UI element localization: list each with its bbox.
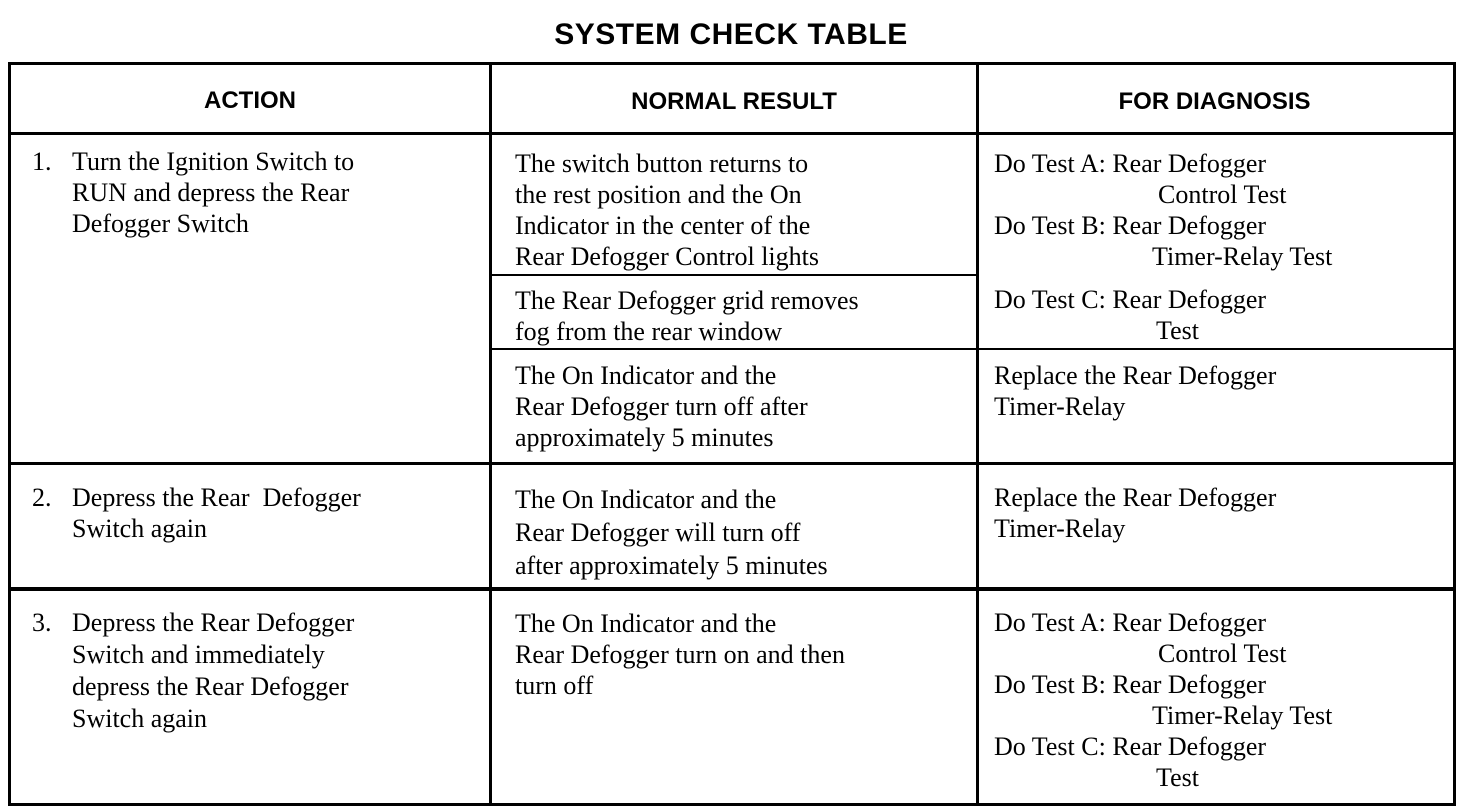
result-line: after approximately 5 minutes bbox=[515, 551, 828, 580]
action-line: Switch again bbox=[72, 704, 208, 733]
row-divider-1-2 bbox=[8, 462, 1453, 465]
result-line: Rear Defogger Control lights bbox=[515, 242, 819, 271]
step-1-diagnosis-c bbox=[994, 360, 1276, 422]
diagnosis-line: Do Test B: Rear Defogger bbox=[994, 670, 1267, 699]
result-line: fog from the rear window bbox=[515, 317, 783, 346]
diagnosis-line: Control Test bbox=[1158, 180, 1287, 209]
step-3-normal-result bbox=[515, 608, 845, 701]
diagnosis-line: Do Test B: Rear Defogger bbox=[994, 211, 1267, 240]
step-action-text bbox=[72, 607, 354, 735]
step-3-diagnosis bbox=[994, 607, 1332, 793]
result-line: the rest position and the On bbox=[515, 180, 802, 209]
action-line: Defogger Switch bbox=[72, 209, 249, 238]
step-3-action-cell bbox=[32, 607, 482, 797]
result-line: The On Indicator and the bbox=[515, 361, 777, 390]
step-1-normal-result-c bbox=[515, 360, 808, 453]
step-2-diagnosis bbox=[994, 482, 1276, 544]
column-divider-1 bbox=[489, 62, 492, 803]
diagnosis-line: Timer-Relay Test bbox=[1152, 242, 1333, 271]
diagnosis-line: Timer-Relay bbox=[994, 514, 1126, 543]
page-title: SYSTEM CHECK TABLE bbox=[554, 18, 908, 51]
step-1-normal-result-a bbox=[515, 148, 819, 272]
result-line: The switch button returns to bbox=[515, 149, 809, 178]
diagnosis-line: Do Test C: Rear Defogger bbox=[994, 732, 1267, 761]
diagnosis-line: Timer-Relay Test bbox=[1152, 701, 1333, 730]
diagnosis-line: Control Test bbox=[1158, 639, 1287, 668]
step-action-text bbox=[72, 146, 354, 239]
diagnosis-line: Do Test A: Rear Defogger bbox=[994, 608, 1267, 637]
action-line: depress the Rear Defogger bbox=[72, 672, 349, 701]
step-number: 1. bbox=[32, 147, 52, 176]
diagnosis-line: Replace the Rear Defogger bbox=[994, 361, 1277, 390]
step-1-action-cell bbox=[32, 146, 482, 266]
header-normal-result: NORMAL RESULT bbox=[631, 88, 837, 115]
step-number: 3. bbox=[32, 608, 52, 637]
step-1-diagnosis-b bbox=[994, 284, 1266, 346]
action-line: Switch and immediately bbox=[72, 640, 325, 669]
result-line: Indicator in the center of the bbox=[515, 211, 811, 240]
result-line: Rear Defogger will turn off bbox=[515, 518, 801, 547]
diagnosis-line: Timer-Relay bbox=[994, 392, 1126, 421]
result-line: turn off bbox=[515, 671, 594, 700]
row-divider-2-3 bbox=[8, 587, 1453, 591]
column-divider-2 bbox=[976, 62, 979, 803]
action-line: RUN and depress the Rear bbox=[72, 178, 350, 207]
action-line: Switch again bbox=[72, 514, 208, 543]
action-line: Depress the Rear Defogger bbox=[72, 608, 355, 637]
header-divider bbox=[8, 132, 1453, 135]
subrow-divider-1b bbox=[490, 348, 1453, 350]
header-diagnosis: FOR DIAGNOSIS bbox=[1118, 88, 1311, 115]
diagnosis-line: Do Test A: Rear Defogger bbox=[994, 149, 1267, 178]
diagnosis-line: Replace the Rear Defogger bbox=[994, 483, 1277, 512]
result-line: Rear Defogger turn off after bbox=[515, 392, 808, 421]
step-2-action-cell bbox=[32, 482, 482, 572]
action-line: Depress the Rear Defogger bbox=[72, 483, 361, 512]
result-line: Rear Defogger turn on and then bbox=[515, 640, 845, 669]
diagnosis-line: Test bbox=[1156, 763, 1199, 792]
step-2-normal-result bbox=[515, 483, 828, 582]
result-line: The On Indicator and the bbox=[515, 485, 777, 514]
diagnosis-line: Do Test C: Rear Defogger bbox=[994, 285, 1267, 314]
step-1-diagnosis-a bbox=[994, 148, 1332, 272]
step-action-text bbox=[72, 482, 361, 544]
result-line: The On Indicator and the bbox=[515, 609, 777, 638]
diagnosis-line: Test bbox=[1156, 316, 1199, 345]
action-line: Turn the Ignition Switch to bbox=[72, 147, 355, 176]
subrow-divider-1a bbox=[490, 274, 978, 276]
header-action: ACTION bbox=[204, 87, 296, 114]
result-line: The Rear Defogger grid removes bbox=[515, 286, 859, 315]
step-number: 2. bbox=[32, 483, 52, 512]
result-line: approximately 5 minutes bbox=[515, 423, 774, 452]
step-1-normal-result-b bbox=[515, 285, 859, 347]
